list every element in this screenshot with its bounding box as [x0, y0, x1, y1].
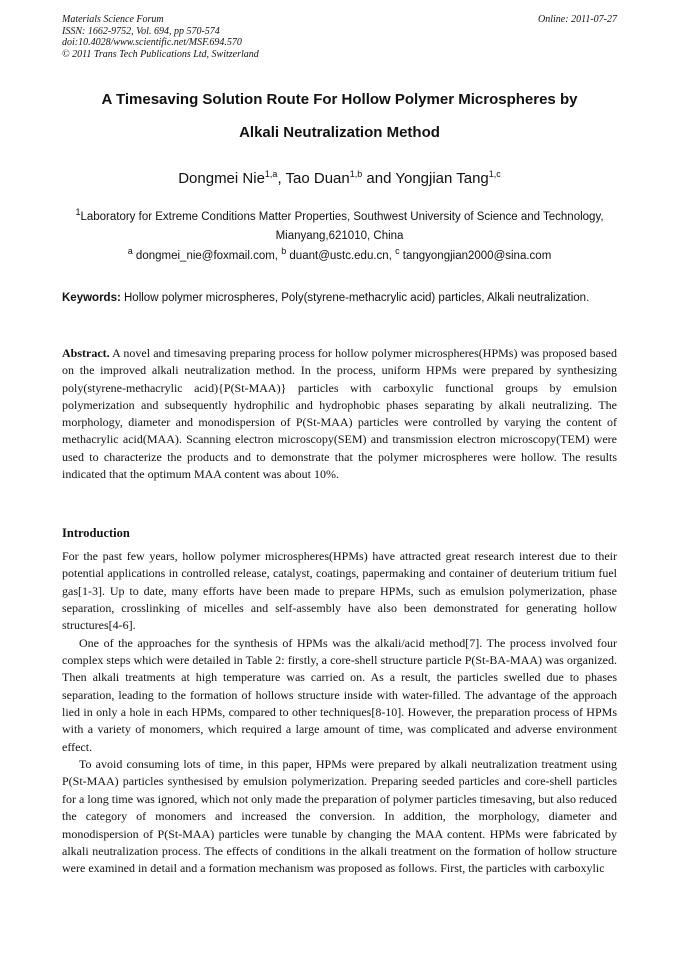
doi-line: doi:10.4028/www.scientific.net/MSF.694.570: [62, 37, 242, 48]
paragraph: For the past few years, hollow polymer microspheres(HPMs) have attracted great research interest due to their potential applications in controlled release, catalyst, coatings, papermaking and container of deuterium tritium fuel gas[1-3]. Up to date, many efforts have been made to prepare HPMs, such as emulsion polymerization, phase separation, crosslinking of micelles and self-assembly have also been demonstrated for generating hollow structures[4-6].: [62, 549, 617, 633]
author-list: [62, 170, 617, 187]
issn-line: ISSN: 1662-9752, Vol. 694, pp 570-574: [62, 25, 220, 37]
author-affil-mark: 1,b: [349, 169, 363, 179]
keywords-label: Keywords:: [62, 292, 121, 304]
paragraph: To avoid consuming lots of time, in this paper, HPMs were prepared by alkali neutralization treatment using P(St-MAA) particles synthesised by emulsion polymerization. Preparing seeded particles and core-shell particles for a long time was ignored, which not only made the preparation of polymer particles timesaving, but also reduced the category of monomers and increased the conversion. In addition, the morphology, diameter and monodispersion of P(St-MAA) particles were tunable by changing the MAA content. HPMs were fabricated by alkali neutralization process. The effects of conditions in the alkali treatment on the formation of hollow structure were examined in detail and a formation mechanism was proposed as follows. First, the particles with carboxylic: [62, 757, 617, 876]
journal-header: [62, 14, 617, 60]
email-mark: a: [127, 246, 133, 257]
author-affil-mark: 1,c: [488, 169, 501, 179]
email-mark: b: [281, 246, 287, 257]
email-mark: c: [395, 246, 400, 257]
introduction-body: [62, 548, 617, 878]
affiliation: [70, 208, 609, 246]
abstract: [62, 345, 617, 483]
keywords-text: Hollow polymer microspheres, Poly(styrene-methacrylic acid) particles, Alkali neutralization.: [120, 292, 590, 304]
author-name: Yongjian Tang: [395, 170, 489, 187]
paper-title-line-1: A Timesaving Solution Route For Hollow Polymer Microspheres by: [101, 91, 578, 108]
author-name: Tao Duan: [285, 170, 350, 187]
copyright-line: © 2011 Trans Tech Publications Ltd, Switzerland: [62, 48, 259, 60]
email-address: duant@ustc.edu.cn,: [286, 250, 396, 262]
paper-title-line-2: Alkali Neutralization Method: [239, 124, 440, 141]
paragraph: One of the approaches for the synthesis of HPMs was the alkali/acid method[7]. The process involved four complex steps which were detailed in Table 2: firstly, a core-shell structure particle P(St-BA-MAA) was organized. Then alkali treatments at high temperature was carried on. As a result, the particles swelled due to phases separation, leading to the formation of hollows structure inside with water-filled. The advantage of the approach lied in only a hole in each HPMs, compared to other techniques[8-10]. However, the preparation process of HPMs with a variety of monomers, which required a large amount of time, was complicated and adverse environment effect.: [62, 635, 617, 754]
author-emails: [62, 246, 617, 262]
affiliation-mark: 1: [75, 207, 81, 218]
section-heading-introduction: Introduction: [62, 526, 130, 540]
keywords: [62, 289, 617, 308]
journal-name: Materials Science Forum: [62, 14, 164, 25]
author-separator: and: [362, 170, 396, 187]
author-name: Dongmei Nie: [178, 170, 265, 187]
affiliation-text: Laboratory for Extreme Conditions Matter Properties, Southwest University of Science and Technology, Mianyang,621010, China: [80, 211, 604, 242]
author-affil-mark: 1,a: [264, 169, 278, 179]
author-separator: ,: [277, 170, 286, 187]
online-date: Online: 2011-07-27: [538, 14, 617, 25]
email-address: dongmei_nie@foxmail.com,: [132, 250, 282, 262]
abstract-text: A novel and timesaving preparing process for hollow polymer microspheres(HPMs) was proposed based on the improved alkali neutralization method. In the process, uniform HPMs were prepared by synthesizing poly(styrene-methacrylic acid){P(St-MAA)} particles with carboxylic functional groups by emulsion polymerization and subsequently hydrophilic and hydrophobic phases separating by alkali neutralizing. The morphology, diameter and monodispersion of P(St-MAA) particles were controlled by varying the content of methacrylic acid(MAA). Scanning electron microscopy(SEM) and transmission electron microscopy(TEM) were used to characterize the products and to demonstrate that the polymer microspheres were hollow. The results indicated that the optimum MAA content was about 10%.: [62, 346, 617, 482]
email-address: tangyongjian2000@sina.com: [399, 250, 552, 262]
abstract-label: Abstract.: [62, 346, 110, 360]
